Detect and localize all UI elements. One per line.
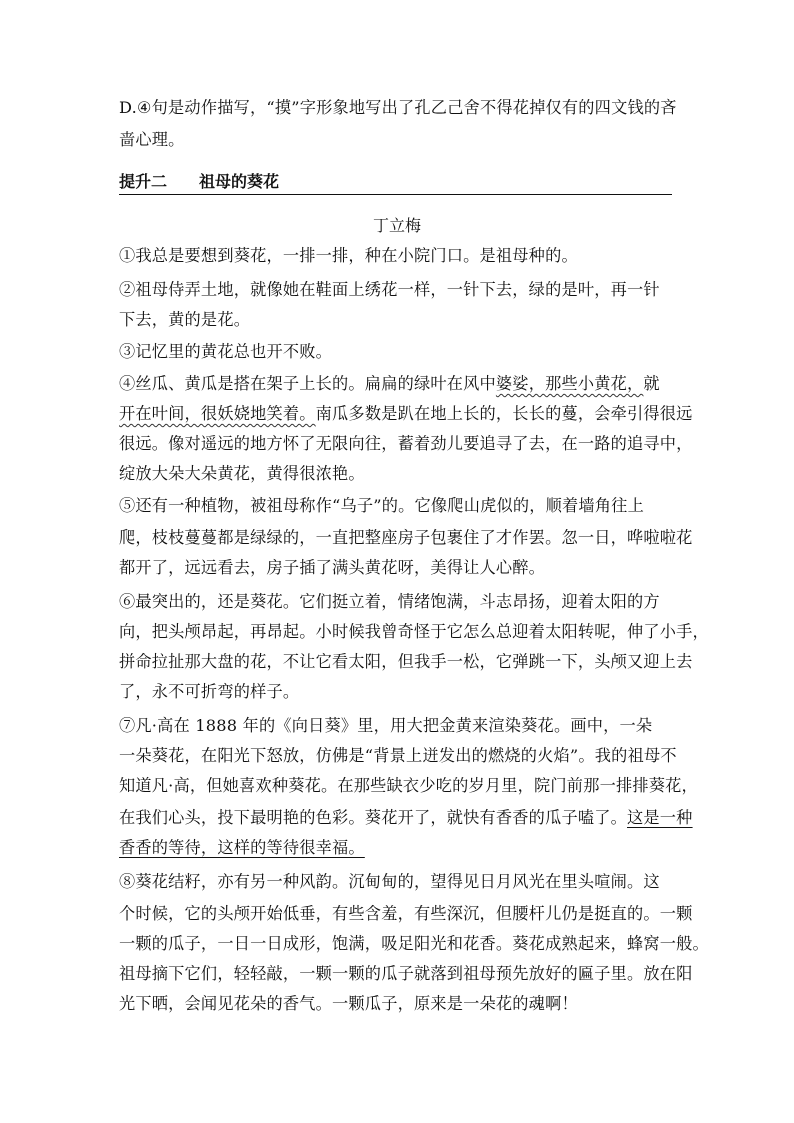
- option-d-line-2: 啬心理。: [119, 130, 185, 149]
- p4-l2-text: 南瓜多数是趴在地上长的，长长的蔓，会牵引得很远: [315, 404, 693, 423]
- paragraph-8-line-4: 祖母摘下它们，轻轻敲，一颗一颗的瓜子就落到祖母预先放好的匾子里。放在阳: [119, 964, 693, 983]
- paragraph-6-line-2: 向，把头颅昂起，再昂起。小时候我曾奇怪于它怎么总迎着太阳转呢，伸了小手，: [119, 622, 709, 641]
- section-header: [119, 172, 672, 195]
- paragraph-4-line-2: [119, 402, 693, 426]
- option-d-line-1: D.④句是动作描写，“摸”字形象地写出了孔乙己舍不得花掉仅有的四文钱的吝: [119, 98, 677, 117]
- paragraph-4-line-3: 很远。像对遥远的地方怀了无限向往，蓄着劲儿要追寻了去，在一路的追寻中，: [119, 434, 693, 453]
- paragraph-4-line-1: [119, 372, 675, 396]
- paragraph-6-line-3: 拼命拉扯那大盘的花，不让它看太阳，但我手一松，它弹跳一下，头颅又迎上去: [119, 652, 693, 671]
- section-label: 提升二: [119, 172, 168, 191]
- paragraph-6-line-1: ⑥最突出的，还是葵花。它们挺立着，情绪饱满，斗志昂扬，迎着太阳的方: [119, 592, 660, 611]
- author-name: 丁立梅: [372, 216, 421, 235]
- section-title: 祖母的葵花: [199, 172, 280, 191]
- paragraph-8-line-2: 个时候，它的头颅开始低垂，有些含羞，有些深沉，但腰杆儿仍是挺直的。一颗: [119, 904, 693, 923]
- p7-l4-text: 在我们心头，投下最明艳的色彩。葵花开了，就快有香香的瓜子嗑了。: [119, 808, 628, 827]
- paragraph-5-line-3: 都开了，远远看去，房子插了满头黄花呀，美得让人心醉。: [119, 558, 546, 577]
- paragraph-7-line-3: 知道凡·高，但她喜欢种葵花。在那些缺衣少吃的岁月里，院门前那一排排葵花，: [119, 776, 698, 795]
- paragraph-6-line-4: 了，永不可折弯的样子。: [119, 682, 300, 701]
- p4-l1-tail: 就: [643, 374, 660, 393]
- paragraph-7-line-2: 一朵葵花，在阳光下怒放，仿佛是“背景上迸发出的燃烧的火焰”。我的祖母不: [119, 746, 677, 765]
- paragraph-7-line-1: ⑦凡·高在 1888 年的《向日葵》里，用大把金黄来渲染葵花。画中，一朵: [119, 716, 653, 735]
- p4-wavy-underline-2: 开在叶间，很妖娆地笑着。: [119, 404, 316, 423]
- paragraph-4-line-4: 绽放大朵大朵黄花，黄得很浓艳。: [119, 464, 365, 483]
- paragraph-7-line-4: [119, 806, 693, 830]
- paragraph-5-line-2: 爬，枝枝蔓蔓都是绿绿的，一直把整座房子包裹住了才作罢。忽一日，哗啦啦花: [119, 528, 693, 547]
- paragraph-3-line-1: ③记忆里的黄花总也开不败。: [119, 342, 333, 361]
- paragraph-5-line-1: ⑤还有一种植物，被祖母称作“乌子”的。它像爬山虎似的，顺着墙角往上: [119, 496, 644, 515]
- p4-l1-text: ④丝瓜、黄瓜是搭在架子上长的。扁扁的绿叶在风中: [119, 374, 496, 393]
- paragraph-2-line-1: ②祖母侍弄土地，就像她在鞋面上绣花一样，一针下去，绿的是叶，再一针: [119, 280, 660, 299]
- p7-underline-1: 这是一种: [627, 808, 693, 827]
- paragraph-8-line-1: ⑧葵花结籽，亦有另一种风韵。沉甸甸的，望得见日月风光在里头喧闹。这: [119, 872, 660, 891]
- paragraph-7-line-5: [119, 836, 675, 860]
- p7-underline-2: 香香的等待，这样的等待很幸福。: [119, 838, 365, 857]
- paragraph-2-line-2: 下去，黄的是花。: [119, 310, 251, 329]
- paragraph-8-line-5: 光下晒，会闻见花朵的香气。一颗瓜子，原来是一朵花的魂啊！: [119, 994, 578, 1013]
- paragraph-8-line-3: 一颗的瓜子，一日一日成形，饱满，吸足阳光和花香。葵花成熟起来，蜂窝一般。: [119, 934, 709, 953]
- paragraph-1-line-1: ①我总是要想到葵花，一排一排，种在小院门口。是祖母种的。: [119, 246, 578, 265]
- p4-wavy-underline-1: 婆娑，那些小黄花，: [495, 374, 644, 393]
